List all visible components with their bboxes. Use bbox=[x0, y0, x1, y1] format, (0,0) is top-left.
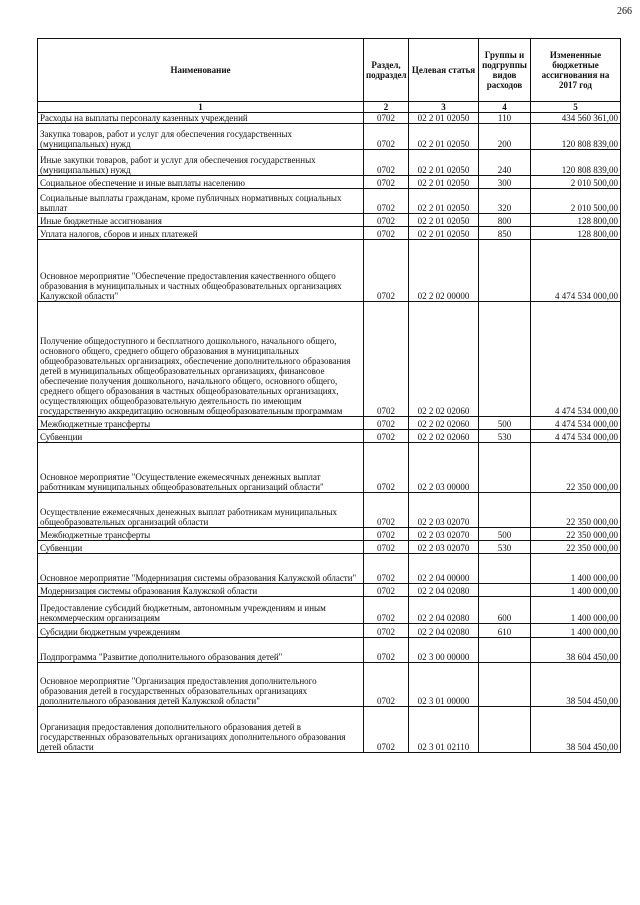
row-target-article: 02 2 01 02050 bbox=[409, 176, 479, 189]
row-name: Социальное обеспечение и иные выплаты населению bbox=[38, 176, 364, 189]
row-name: Основное мероприятие "Организация предоставления дополнительного образования детей в государственных образовательных организациях дополнительного образования детей Калужской области" bbox=[38, 663, 364, 707]
row-target-article: 02 2 01 02050 bbox=[409, 113, 479, 124]
row-amount: 4 474 534 000,00 bbox=[531, 302, 621, 417]
row-amount: 1 400 000,00 bbox=[531, 554, 621, 584]
row-expense-group bbox=[479, 638, 531, 663]
row-expense-group: 300 bbox=[479, 176, 531, 189]
row-section: 0702 bbox=[364, 493, 409, 528]
table-row bbox=[38, 624, 621, 638]
table-row bbox=[38, 417, 621, 430]
row-amount: 1 400 000,00 bbox=[531, 624, 621, 638]
column-number: 4 bbox=[479, 102, 531, 113]
row-amount: 120 808 839,00 bbox=[531, 124, 621, 150]
header-amount: Измененные бюджетные ассигнования на 2017 год bbox=[531, 39, 621, 102]
row-section: 0702 bbox=[364, 302, 409, 417]
row-section: 0702 bbox=[364, 663, 409, 707]
row-name: Иные закупки товаров, работ и услуг для обеспечения государственных (муниципальных) нужд bbox=[38, 150, 364, 176]
row-target-article: 02 2 04 02080 bbox=[409, 597, 479, 624]
table-row bbox=[38, 214, 621, 227]
row-expense-group: 600 bbox=[479, 597, 531, 624]
row-section: 0702 bbox=[364, 554, 409, 584]
row-expense-group: 320 bbox=[479, 189, 531, 214]
row-amount: 1 400 000,00 bbox=[531, 597, 621, 624]
row-target-article: 02 3 00 00000 bbox=[409, 638, 479, 663]
table-row bbox=[38, 554, 621, 584]
row-amount: 2 010 500,00 bbox=[531, 189, 621, 214]
column-number-row bbox=[38, 102, 621, 113]
row-amount: 4 474 534 000,00 bbox=[531, 417, 621, 430]
row-amount: 2 010 500,00 bbox=[531, 176, 621, 189]
row-amount: 128 800,00 bbox=[531, 214, 621, 227]
row-amount: 128 800,00 bbox=[531, 227, 621, 240]
row-expense-group bbox=[479, 554, 531, 584]
page-number: 266 bbox=[617, 6, 632, 17]
row-target-article: 02 2 01 02050 bbox=[409, 150, 479, 176]
row-expense-group: 240 bbox=[479, 150, 531, 176]
row-target-article: 02 2 03 02070 bbox=[409, 528, 479, 541]
row-target-article: 02 2 04 02080 bbox=[409, 624, 479, 638]
row-amount: 1 400 000,00 bbox=[531, 584, 621, 597]
table-row bbox=[38, 663, 621, 707]
table-row bbox=[38, 240, 621, 302]
header-row bbox=[38, 39, 621, 102]
table-body bbox=[38, 113, 621, 753]
row-amount: 4 474 534 000,00 bbox=[531, 430, 621, 443]
row-expense-group: 610 bbox=[479, 624, 531, 638]
row-expense-group: 850 bbox=[479, 227, 531, 240]
header-name: Наименование bbox=[38, 39, 364, 102]
row-target-article: 02 2 01 02050 bbox=[409, 214, 479, 227]
row-section: 0702 bbox=[364, 417, 409, 430]
row-target-article: 02 2 01 02050 bbox=[409, 189, 479, 214]
row-amount: 4 474 534 000,00 bbox=[531, 240, 621, 302]
row-amount: 38 504 450,00 bbox=[531, 663, 621, 707]
row-name: Расходы на выплаты персоналу казенных учреждений bbox=[38, 113, 364, 124]
table-row bbox=[38, 638, 621, 663]
row-expense-group: 500 bbox=[479, 528, 531, 541]
row-section: 0702 bbox=[364, 189, 409, 214]
table-row bbox=[38, 443, 621, 493]
row-expense-group bbox=[479, 240, 531, 302]
table-row bbox=[38, 430, 621, 443]
row-name: Межбюджетные трансферты bbox=[38, 417, 364, 430]
row-target-article: 02 2 04 02080 bbox=[409, 584, 479, 597]
column-number: 3 bbox=[409, 102, 479, 113]
row-amount: 38 604 450,00 bbox=[531, 638, 621, 663]
table-row bbox=[38, 124, 621, 150]
table-row bbox=[38, 584, 621, 597]
row-name: Субсидии бюджетным учреждениям bbox=[38, 624, 364, 638]
row-name: Предоставление субсидий бюджетным, автономным учреждениям и иным некоммерческим организациям bbox=[38, 597, 364, 624]
row-section: 0702 bbox=[364, 707, 409, 753]
row-expense-group bbox=[479, 493, 531, 528]
column-number: 1 bbox=[38, 102, 364, 113]
row-name: Получение общедоступного и бесплатного дошкольного, начального общего, основного общего, среднего общего образования в муниципальных общеобразовательных организациях, обеспечение дополнительного образования детей в муниципальных общеобразовательных организациях, финансовое обеспечение получения дошкольного, начального общего, основного общего, среднего общего образования в частных общеобразовательных организациях, осуществляющих общеобразовательную деятельность по имеющим государственную аккредитацию основным общеобразовательным программам bbox=[38, 302, 364, 417]
table-row bbox=[38, 113, 621, 124]
row-expense-group: 530 bbox=[479, 430, 531, 443]
row-name: Модернизация системы образования Калужской области bbox=[38, 584, 364, 597]
row-section: 0702 bbox=[364, 214, 409, 227]
table-row bbox=[38, 493, 621, 528]
table-row bbox=[38, 189, 621, 214]
header-target: Целевая статья bbox=[409, 39, 479, 102]
row-target-article: 02 2 01 02050 bbox=[409, 124, 479, 150]
table-row bbox=[38, 597, 621, 624]
row-amount: 22 350 000,00 bbox=[531, 443, 621, 493]
row-name: Закупка товаров, работ и услуг для обеспечения государственных (муниципальных) нужд bbox=[38, 124, 364, 150]
table-row bbox=[38, 707, 621, 753]
row-section: 0702 bbox=[364, 638, 409, 663]
row-name: Уплата налогов, сборов и иных платежей bbox=[38, 227, 364, 240]
row-section: 0702 bbox=[364, 176, 409, 189]
row-target-article: 02 2 03 02070 bbox=[409, 493, 479, 528]
row-target-article: 02 2 02 02060 bbox=[409, 417, 479, 430]
row-section: 0702 bbox=[364, 597, 409, 624]
row-expense-group bbox=[479, 707, 531, 753]
row-section: 0702 bbox=[364, 541, 409, 554]
row-name: Межбюджетные трансферты bbox=[38, 528, 364, 541]
row-section: 0702 bbox=[364, 150, 409, 176]
row-amount: 22 350 000,00 bbox=[531, 493, 621, 528]
row-name: Основное мероприятие "Обеспечение предоставления качественного общего образования в муниципальных и частных общеобразовательных организациях Калужской области" bbox=[38, 240, 364, 302]
row-section: 0702 bbox=[364, 584, 409, 597]
row-expense-group bbox=[479, 302, 531, 417]
row-name: Иные бюджетные ассигнования bbox=[38, 214, 364, 227]
row-amount: 120 808 839,00 bbox=[531, 150, 621, 176]
row-section: 0702 bbox=[364, 113, 409, 124]
row-name: Субвенции bbox=[38, 430, 364, 443]
table-row bbox=[38, 541, 621, 554]
column-number: 2 bbox=[364, 102, 409, 113]
row-target-article: 02 2 02 02060 bbox=[409, 302, 479, 417]
table-row bbox=[38, 302, 621, 417]
budget-table bbox=[37, 38, 621, 753]
row-name: Осуществление ежемесячных денежных выплат работникам муниципальных общеобразовательных организаций области bbox=[38, 493, 364, 528]
row-expense-group: 500 bbox=[479, 417, 531, 430]
row-amount: 22 350 000,00 bbox=[531, 528, 621, 541]
row-name: Организация предоставления дополнительного образования детей в государственных образовательных организациях дополнительного образования детей области bbox=[38, 707, 364, 753]
row-expense-group: 200 bbox=[479, 124, 531, 150]
row-section: 0702 bbox=[364, 528, 409, 541]
row-target-article: 02 2 02 02060 bbox=[409, 430, 479, 443]
table-row bbox=[38, 150, 621, 176]
row-expense-group: 110 bbox=[479, 113, 531, 124]
header-section: Раздел, подраздел bbox=[364, 39, 409, 102]
row-expense-group: 530 bbox=[479, 541, 531, 554]
row-name: Основное мероприятие "Осуществление ежемесячных денежных выплат работникам муниципальных общеобразовательных организаций области" bbox=[38, 443, 364, 493]
row-target-article: 02 3 01 00000 bbox=[409, 663, 479, 707]
row-target-article: 02 2 03 02070 bbox=[409, 541, 479, 554]
table-row bbox=[38, 176, 621, 189]
row-target-article: 02 2 01 02050 bbox=[409, 227, 479, 240]
row-amount: 22 350 000,00 bbox=[531, 541, 621, 554]
row-section: 0702 bbox=[364, 443, 409, 493]
row-expense-group: 800 bbox=[479, 214, 531, 227]
row-amount: 38 504 450,00 bbox=[531, 707, 621, 753]
row-expense-group bbox=[479, 584, 531, 597]
row-amount: 434 560 361,00 bbox=[531, 113, 621, 124]
row-section: 0702 bbox=[364, 227, 409, 240]
row-expense-group bbox=[479, 443, 531, 493]
row-section: 0702 bbox=[364, 624, 409, 638]
row-section: 0702 bbox=[364, 124, 409, 150]
row-name: Социальные выплаты гражданам, кроме публичных нормативных социальных выплат bbox=[38, 189, 364, 214]
table-row bbox=[38, 528, 621, 541]
row-name: Основное мероприятие "Модернизация системы образования Калужской области" bbox=[38, 554, 364, 584]
row-expense-group bbox=[479, 663, 531, 707]
table-row bbox=[38, 227, 621, 240]
header-groups: Группы и подгруппы видов расходов bbox=[479, 39, 531, 102]
row-name: Субвенции bbox=[38, 541, 364, 554]
row-target-article: 02 2 04 00000 bbox=[409, 554, 479, 584]
row-section: 0702 bbox=[364, 240, 409, 302]
row-target-article: 02 3 01 02110 bbox=[409, 707, 479, 753]
row-section: 0702 bbox=[364, 430, 409, 443]
column-number: 5 bbox=[531, 102, 621, 113]
row-target-article: 02 2 03 00000 bbox=[409, 443, 479, 493]
row-target-article: 02 2 02 00000 bbox=[409, 240, 479, 302]
row-name: Подпрограмма "Развитие дополнительного образования детей" bbox=[38, 638, 364, 663]
